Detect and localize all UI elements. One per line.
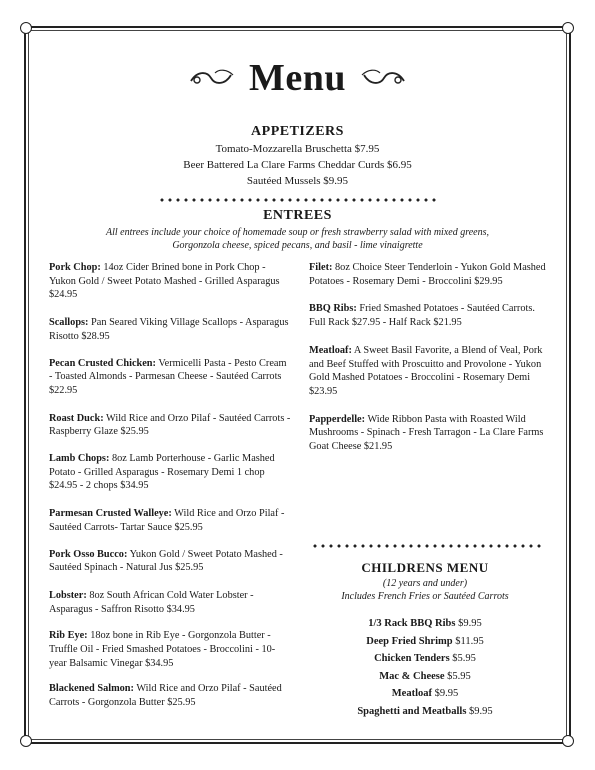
flourish-left-icon (189, 67, 235, 89)
entree-item (49, 261, 291, 302)
appetizers-section (0, 124, 595, 189)
childrens-menu-item (300, 615, 550, 633)
entree-item (49, 548, 291, 575)
entree-description: A Sweet Basil Favorite, a Blend of Veal, Pork and Beef Stuffed with Proscuitto and Provolone - Yukon Gold Mashed Potatoes - Broccolini - Rosemary Demi $23.95 (309, 344, 543, 397)
childrens-item-name: Chicken Tenders (374, 653, 450, 665)
entree-description: Vermicelli Pasta - Pesto Cream - Toasted Almonds - Parmesan Cheese - Sautéed Carrots $22.95 (49, 357, 287, 396)
childrens-item-price: $9.95 (455, 618, 482, 629)
entree-name: Roast Duck: (49, 412, 104, 424)
entree-item (49, 412, 291, 439)
childrens-menu-item (300, 668, 550, 686)
entree-name: Papperdelle: (309, 413, 366, 425)
entree-item (49, 316, 291, 343)
childrens-item-name: 1/3 Rack BBQ Ribs (368, 618, 456, 629)
childrens-menu-item (300, 650, 550, 668)
entree-description: Wild Rice and Orzo Pilaf - Sautéed Carrots - Raspberry Glaze $25.95 (49, 412, 291, 438)
entree-description: 18oz bone in Rib Eye - Gorgonzola Butter - Truffle Oil - Fried Smashed Potatoes - Broccolini - 10-year Balsamic Vinegar $34.95 (49, 630, 276, 669)
childrens-item-price: $5.95 (444, 670, 471, 682)
childrens-item-name: Spaghetti and Meatballs (357, 705, 467, 717)
childrens-item-price: $9.95 (466, 705, 493, 717)
entree-description: 8oz Choice Steer Tenderloin - Yukon Gold Mashed Potatoes - Rosemary Demi - Broccolini $29.95 (309, 262, 546, 287)
entree-name: Pork Chop: (49, 262, 101, 273)
entree-item (49, 357, 291, 398)
entree-description: Yukon Gold / Sweet Potato Mashed - Sautéed Spinach - Natural Jus $25.95 (49, 548, 283, 574)
entree-description: Wild Rice and Orzo Pilaf - Sautéed Carrots - Gorgonzola Butter $25.95 (49, 683, 282, 709)
entree-name: Filet: (309, 262, 333, 273)
entrees-right-column (309, 261, 549, 454)
entree-name: Parmesan Crusted Walleye: (49, 508, 172, 520)
childrens-menu-item (300, 685, 550, 703)
entree-item (309, 261, 549, 288)
entree-item (49, 629, 291, 670)
entree-description: 8oz South African Cold Water Lobster - Asparagus - Saffron Risotto $34.95 (49, 589, 254, 615)
childrens-item-price: $9.95 (431, 688, 459, 700)
entree-description: Wide Ribbon Pasta with Roasted Wild Mushrooms - Spinach - Fresh Tarragon - La Clare Farms Goat Cheese $21.95 (309, 413, 544, 453)
title-row (0, 56, 595, 100)
entree-description: 14oz Cider Brined bone in Pork Chop - Yukon Gold / Sweet Potato Mashed - Grilled Asparagus $24.95 (49, 262, 280, 301)
entree-item (49, 452, 291, 493)
entree-item (309, 413, 549, 454)
childrens-item-name: Mac & Cheese (379, 670, 445, 682)
childrens-menu-section (300, 560, 550, 721)
childrens-menu-item (300, 633, 550, 651)
childrens-note-line: Includes French Fries or Sautéed Carrots (341, 591, 509, 602)
appetizers-heading: APPETIZERS (251, 124, 344, 139)
childrens-menu-item (300, 703, 550, 721)
entree-description: Wild Rice and Orzo Pilaf - Sautéed Carrots- Tartar Sauce $25.95 (49, 508, 285, 533)
entree-name: Meatloaf: (309, 344, 352, 356)
corner-ornament-icon (20, 735, 34, 749)
childrens-menu-heading: CHILDRENS MENU (361, 560, 489, 575)
childrens-item-name: Deep Fried Shrimp (366, 635, 453, 647)
entree-item (309, 302, 549, 329)
childrens-note-line: (12 years and under) (382, 578, 468, 589)
appetizer-item: Beer Battered La Clare Farms Cheddar Curds $6.95 (183, 159, 412, 171)
dotted-divider (311, 544, 541, 548)
appetizer-item: Sautéed Mussels $9.95 (246, 175, 349, 187)
entree-name: Pecan Crusted Chicken: (49, 357, 156, 369)
entree-item (49, 589, 291, 616)
entree-description: Pan Seared Viking Village Scallops - Asparagus Risotto $28.95 (49, 317, 289, 342)
corner-ornament-icon (20, 22, 34, 36)
childrens-item-price: $5.95 (449, 653, 476, 665)
entrees-header (0, 208, 595, 252)
entree-item (49, 682, 291, 709)
corner-ornament-icon (562, 22, 576, 36)
entrees-note-line: All entrees include your choice of homemade soup or fresh strawberry salad with mixed greens, (106, 227, 489, 238)
entree-name: Scallops: (49, 317, 89, 329)
corner-ornament-icon (562, 735, 576, 749)
entree-name: Pork Osso Bucco: (49, 548, 128, 560)
entree-name: Rib Eye: (49, 630, 88, 642)
entree-description: Fried Smashed Potatoes - Sautéed Carrots. Full Rack $27.95 - Half Rack $21.95 (309, 303, 535, 329)
entree-name: Lobster: (49, 589, 87, 601)
appetizer-item: Tomato-Mozzarella Bruschetta $7.95 (215, 143, 380, 155)
entree-item (49, 507, 291, 534)
entree-description: 8oz Lamb Porterhouse - Garlic Mashed Potato - Grilled Asparagus - Rosemary Demi 1 chop $24.95 - 2 chops $34.95 (49, 453, 275, 492)
entree-name: Lamb Chops: (49, 453, 110, 465)
entrees-left-column (49, 261, 291, 710)
page-title: Menu (249, 57, 346, 99)
childrens-item-price: $11.95 (452, 635, 484, 647)
entrees-heading: ENTREES (263, 208, 332, 223)
flourish-right-icon (360, 67, 406, 89)
entrees-note-line: Gorgonzola cheese, spiced pecans, and basil - lime vinaigrette (172, 240, 423, 251)
childrens-item-name: Meatloaf (391, 688, 432, 700)
dotted-divider (158, 198, 438, 202)
entree-name: BBQ Ribs: (309, 303, 357, 315)
childrens-menu-list (300, 615, 550, 721)
entree-item (309, 344, 549, 399)
entree-name: Blackened Salmon: (49, 683, 134, 695)
